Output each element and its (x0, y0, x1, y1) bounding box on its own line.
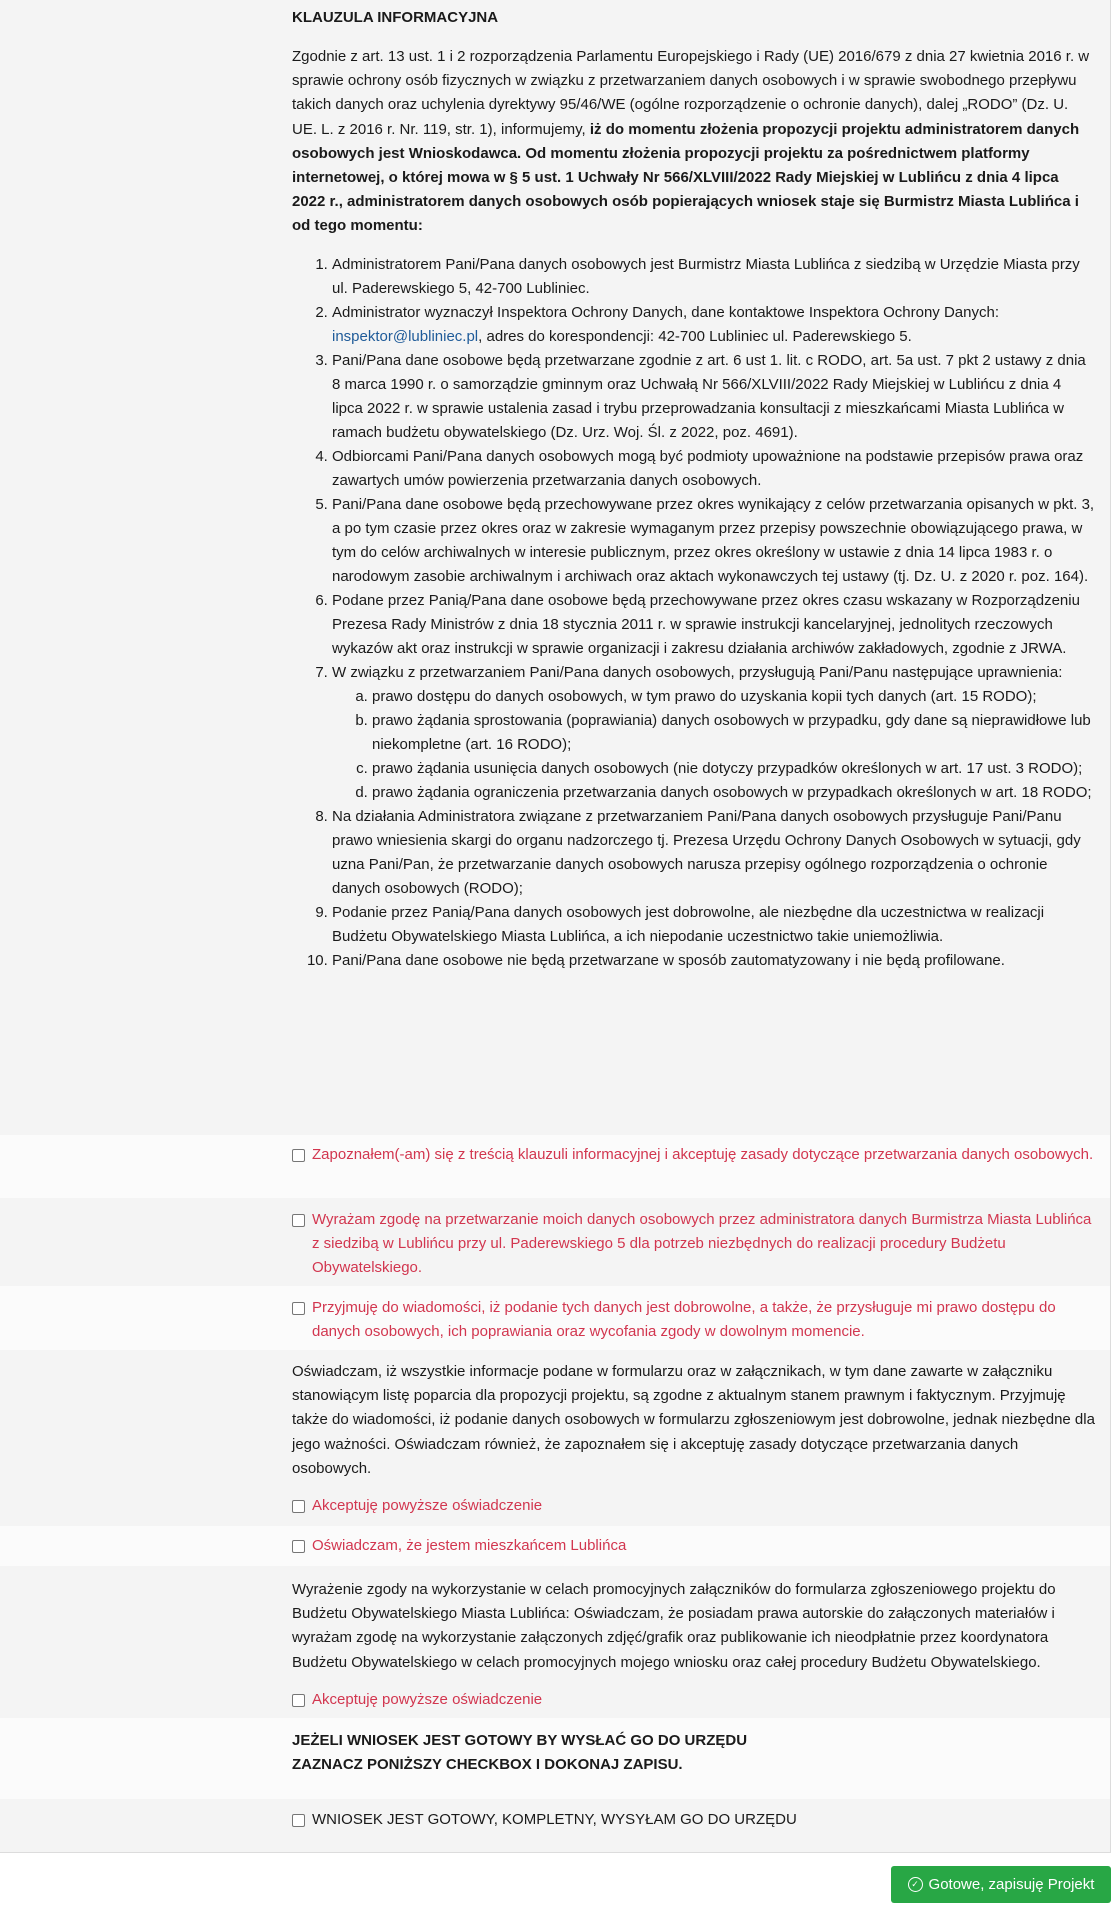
save-project-button[interactable] (891, 1866, 1111, 1903)
resident-row (0, 1526, 1111, 1566)
accept-statement-1-label[interactable]: Akceptuję powyższe oświadczenie (312, 1497, 543, 1514)
ready-check-row (0, 1799, 1111, 1853)
ready-confirmation[interactable] (292, 1808, 1098, 1832)
statement-accuracy: Oświadczam, iż wszystkie informacje podane w formularzu oraz w załącznikach, w tym dane zawarte w załączniku stanowiącym listę poparcia dla propozycji projektu, są zgodne z aktualnym stanem prawnym i faktycznym. Przyjmuję także do wiadomości, iż podanie danych osobowych w formularzu zgłoszeniowym jest dobrowolne, jednak niezbędne dla jego ważności. Oświadczam również, że zapoznałem się i akceptuję zasady dotyczące przetwarzania danych osobowych. (292, 1363, 1095, 1477)
clause-item-7-text: W związku z przetwarzaniem Pani/Pana danych osobowych, przysługują Pani/Panu następujące uprawnienia: (332, 664, 1063, 681)
clause-item-5: 5. Pani/Pana dane osobowe będą przechowywane przez okres wynikający z celów przetwarzania opisanych w pkt. 3, a po tym czasie przez okres oraz w zakresie wymaganym przez przepisy powszechnie obowiązującego prawa, w tym do celów archiwalnych w interesie publicznym, przez okres określony w ustawie z dnia 14 lipca 1983 r. o narodowym zasobie archiwalnym i archiwach oraz aktach wykonawczych tej ustawy (tj. Dz. U. z 2020 r. poz. 164). (332, 493, 1096, 589)
rights-list (332, 685, 1096, 805)
clause-item-6: 6. Podane przez Panią/Pana dane osobowe będą przechowywane przez okres czasu wskazany w Rozporządzeniu Prezesa Rady Ministrów z dnia 18 stycznia 2011 r. w sprawie instrukcji kancelaryjnej, jednolitych rzeczowych wykazów akt oraz instrukcji w sprawie organizacji i zakresu działania archiwów zakładowych, zgodnie z JRWA. (332, 589, 1096, 661)
inspector-address: , adres do korespondencji: 42-700 Lubliniec ul. Paderewskiego 5. (478, 328, 912, 345)
accept-statement-2-checkbox[interactable] (292, 1694, 305, 1707)
clause-intro-text: Zgodnie z art. 13 ust. 1 i 2 rozporządzenia Parlamentu Europejskiego i Rady (UE) 2016/679 z dnia 27 kwietnia 2016 r. w sprawie ochrony osób fizycznych w związku z przetwarzaniem danych osobowych i w sprawie swobodnego przepływu takich danych oraz uchylenia dyrektywy 95/46/WE (ogólne rozporządzenie o ochronie danych), dalej „RODO” (Dz. U. UE. L. z 2016 r. Nr. 119, str. 1), informujemy, (292, 48, 1090, 138)
right-item-a: a. prawo dostępu do danych osobowych, w tym prawo do uzyskania kopii tych danych (art. 15 RODO); (372, 685, 1096, 709)
resident-label[interactable]: Oświadczam, że jestem mieszkańcem Lublińca (312, 1537, 627, 1554)
ready-label[interactable]: WNIOSEK JEST GOTOWY, KOMPLETNY, WYSYŁAM GO DO URZĘDU (312, 1811, 797, 1828)
right-item-c: c. prawo żądania usunięcia danych osobowych (nie dotyczy przypadków określonych w art. 17 ust. 3 RODO); (372, 757, 1096, 781)
statement-promotion: Wyrażenie zgody na wykorzystanie w celach promocyjnych załączników do formularza zgłoszeniowego projektu do Budżetu Obywatelskiego Miasta Lublińca: Oświadczam, że posiadam prawa autorskie do załączonych materiałów i wyrażam zgodę na wykorzystanie załączonych zdjęć/grafik oraz publikowanie ich nieodpłatnie przez koordynatora Budżetu Obywatelskiego w celach promocyjnych mojego wniosku oraz całej procedury Budżetu Obywatelskiego. (292, 1581, 1056, 1671)
consent-voluntary[interactable] (292, 1296, 1098, 1344)
accept-statement-2-label[interactable]: Akceptuję powyższe oświadczenie (312, 1691, 543, 1708)
consent-read-clause[interactable] (292, 1143, 1098, 1167)
consent-read-clause-checkbox[interactable] (292, 1149, 305, 1162)
clause-item-9: 9. Podanie przez Panią/Pana danych osobowych jest dobrowolne, ale niezbędne dla uczestnictwa w realizacji Budżetu Obywatelskiego Miasta Lublińca, a ich niepodanie uczestnictwo takie uniemożliwia. (332, 901, 1096, 949)
consent-processing[interactable] (292, 1208, 1098, 1281)
consent-processing-checkbox[interactable] (292, 1214, 305, 1227)
clause-item-8: 8. Na działania Administratora związane z przetwarzaniem Pani/Pana danych osobowych przysługuje Pani/Panu prawo wniesienia skargi do organu nadzorczego tj. Prezesa Urzędu Ochrony Danych Osobowych w sytuacji, gdy uzna Pani/Pan, że przetwarzanie danych osobowych narusza przepisy ogólnego rozporządzenia o ochronie danych osobowych (RODO); (332, 805, 1096, 901)
statement-row-2 (0, 1566, 1111, 1718)
statement-row-1 (0, 1350, 1111, 1526)
clause-item-10: 10. Pani/Pana dane osobowe nie będą przetwarzane w sposób zautomatyzowany i nie będą profilowane. (332, 949, 1096, 973)
consent-row-1 (0, 1135, 1111, 1198)
clause-intro-bold: iż do momentu złożenia propozycji projektu administratorem danych osobowych jest Wnioskodawca. Od momentu złożenia propozycji projektu za pośrednictwem platformy internetowej, o której mowa w § 5 ust. 1 Uchwały Nr 566/XLVIII/2022 Rady Miejskiej w Lublińcu z dnia 4 lipca 2022 r., administratorem danych osobowych osób popierających wniosek staje się Burmistrz Miasta Lublińca i od tego momentu: (292, 120, 1080, 235)
check-circle-icon: ✓ (908, 1877, 923, 1892)
clause-title: KLAUZULA INFORMACYJNA (292, 9, 499, 26)
save-project-label: Gotowe, zapisuję Projekt (928, 1876, 1095, 1893)
consent-row-3 (0, 1286, 1111, 1350)
inspector-email-link[interactable]: inspektor@lubliniec.pl (332, 328, 479, 345)
consent-voluntary-label[interactable]: Przyjmuję do wiadomości, iż podanie tych danych jest dobrowolne, a także, że przysługuje mi prawo dostępu do danych osobowych, ich poprawiania oraz wycofania zgody w dowolnym momencie. (312, 1299, 1056, 1341)
right-item-b: b. prawo żądania sprostowania (poprawiania) danych osobowych w przypadku, gdy dane są nieprawidłowe lub niekompletne (art. 16 RODO); (372, 709, 1096, 757)
accept-statement-1-checkbox[interactable] (292, 1500, 305, 1513)
ready-heading-line-2: ZAZNACZ PONIŻSZY CHECKBOX I DOKONAJ ZAPISU. (292, 1756, 683, 1773)
clause-item-7 (332, 661, 1096, 805)
clause-item-3: 3. Pani/Pana dane osobowe będą przetwarzane zgodnie z art. 6 ust 1. lit. c RODO, art. 5a ust. 7 pkt 2 ustawy z dnia 8 marca 1990 r. o samorządzie gminnym oraz Uchwałą Nr 566/XLVIII/2022 Rady Miejskiej w Lublińcu z dnia 4 lipca 2022 r. w sprawie ustalenia zasad i trybu przeprowadzania konsultacji z mieszkańcami Miasta Lublińca w ramach budżetu obywatelskiego (Dz. Urz. Woj. Śl. z 2022, poz. 4691). (332, 349, 1096, 445)
ready-heading-row (0, 1718, 1111, 1799)
ready-heading-line-1: JEŻELI WNIOSEK JEST GOTOWY BY WYSŁAĆ GO DO URZĘDU (292, 1732, 748, 1749)
resident-checkbox[interactable] (292, 1540, 305, 1553)
ready-heading (292, 1729, 1098, 1777)
consent-processing-label[interactable]: Wyrażam zgodę na przetwarzanie moich danych osobowych przez administratora danych Burmistrza Miasta Lublińca z siedzibą w Lublińcu przy ul. Paderewskiego 5 dla potrzeb niezbędnych do realizacji procedury Budżetu Obywatelskiego. (312, 1211, 1092, 1277)
accept-statement-2[interactable] (292, 1688, 1098, 1712)
clause-list (292, 253, 1096, 973)
consent-read-clause-label[interactable]: Zapoznałem(-am) się z treścią klauzuli informacyjnej i akceptuję zasady dotyczące przetwarzania danych osobowych. (312, 1146, 1094, 1163)
clause-item-2-text: Administrator wyznaczył Inspektora Ochrony Danych, dane kontaktowe Inspektora Ochrony Danych: (332, 304, 999, 321)
clause-item-4: 4. Odbiorcami Pani/Pana danych osobowych mogą być podmioty upoważnione na podstawie przepisów prawa oraz zawartych umów powierzenia przetwarzania danych osobowych. (332, 445, 1096, 493)
clause-intro (292, 45, 1096, 239)
ready-checkbox[interactable] (292, 1814, 305, 1827)
right-item-d: d. prawo żądania ograniczenia przetwarzania danych osobowych w przypadkach określonych w art. 18 RODO; (372, 781, 1096, 805)
accept-statement-1[interactable] (292, 1494, 1098, 1518)
clause-item-1: 1. Administratorem Pani/Pana danych osobowych jest Burmistrz Miasta Lublińca z siedzibą w Urzędzie Miasta przy ul. Paderewskiego 5, 42-700 Lubliniec. (332, 253, 1096, 301)
clause-item-2 (332, 301, 1096, 349)
consent-voluntary-checkbox[interactable] (292, 1302, 305, 1315)
resident-declaration[interactable] (292, 1534, 1098, 1558)
consent-row-2 (0, 1198, 1111, 1286)
